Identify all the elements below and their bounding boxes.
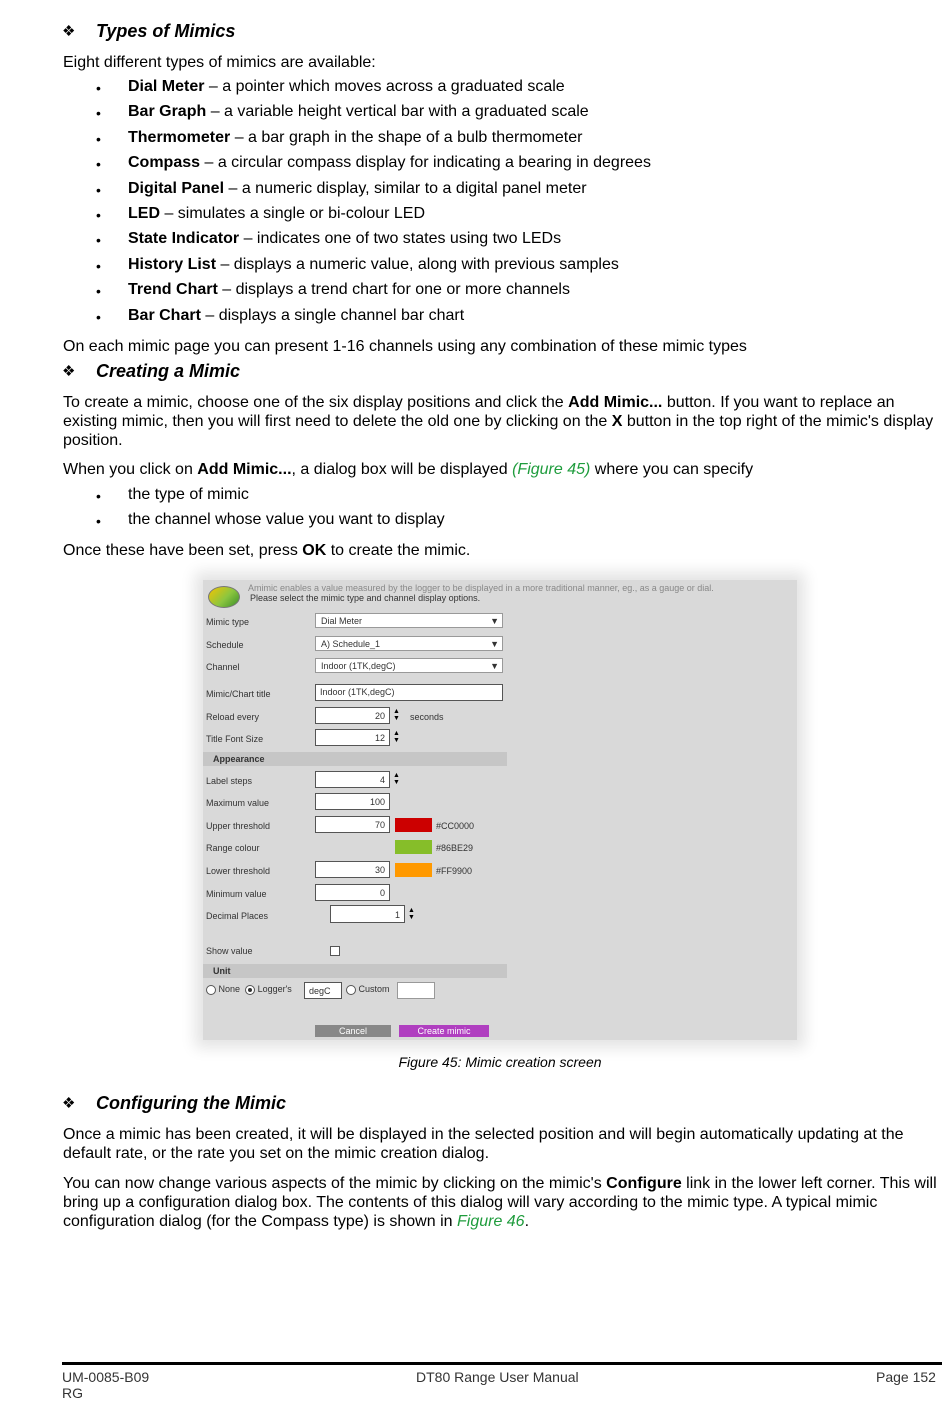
- mimic-creation-dialog-figure: [203, 580, 797, 1040]
- channel-select[interactable]: Indoor (1TK,degC) ▼: [315, 658, 503, 673]
- reload-unit: seconds: [410, 712, 444, 722]
- diamond-bullet-icon: ❖: [62, 363, 76, 380]
- upper-color-swatch[interactable]: [395, 818, 432, 832]
- appearance-section-header: Appearance: [203, 752, 507, 766]
- mimic-type-item: Digital Panel – a numeric display, similar to a digital panel meter: [128, 179, 587, 197]
- creating-paragraph-2: When you click on Add Mimic..., a dialog box will be displayed (Figure 45) where you can specify: [63, 461, 754, 478]
- unit-loggers-input[interactable]: degC: [304, 982, 342, 999]
- mimic-type-item: Compass – a circular compass display for indicating a bearing in degrees: [128, 154, 651, 172]
- bullet-icon: •: [96, 207, 101, 223]
- mimic-type-item: Thermometer – a bar graph in the shape of a bulb thermometer: [128, 128, 583, 146]
- schedule-label: Schedule: [206, 640, 244, 650]
- reload-spinner-icon[interactable]: ▲ ▼: [393, 708, 400, 722]
- decimal-spinner-icon[interactable]: ▲ ▼: [408, 907, 415, 921]
- bullet-icon: •: [96, 181, 101, 198]
- font-size-spinner-icon[interactable]: ▲ ▼: [393, 730, 400, 744]
- max-value-input[interactable]: 100: [315, 793, 390, 810]
- min-value-label: Minimum value: [206, 889, 267, 899]
- chart-title-input[interactable]: Indoor (1TK,degC): [315, 684, 503, 701]
- unit-none-radio[interactable]: [206, 985, 216, 995]
- dropdown-arrow-icon: ▼: [490, 661, 499, 671]
- footer-page-number: Page 152: [876, 1369, 936, 1385]
- configuring-paragraph-2: You can now change various aspects of the mimic by clicking on the mimic's Configure link in the lower left corner. This will bring up a configuration dialog box. The contents of this dialog will vary according to the mimic type. A typical mimic configuration dialog (for the Compass type) is shown in Figure 46.: [63, 1175, 937, 1230]
- diamond-bullet-icon: ❖: [62, 23, 76, 40]
- lower-threshold-input[interactable]: 30: [315, 861, 390, 878]
- mimic-type-item: History List – displays a numeric value, along with previous samples: [128, 255, 619, 273]
- spec-bullet-2: the channel whose value you want to display: [128, 511, 445, 528]
- unit-custom-option: [346, 984, 390, 995]
- bullet-icon: •: [96, 257, 101, 274]
- range-color-swatch[interactable]: [395, 840, 432, 854]
- range-color-hex: #86BE29: [436, 843, 474, 853]
- bullet-icon: •: [96, 232, 101, 249]
- figure-caption: Figure 45: Mimic creation screen: [398, 1054, 602, 1070]
- dropdown-arrow-icon: ▼: [490, 639, 499, 649]
- figure-46-link[interactable]: Figure 46: [456, 1213, 525, 1230]
- show-value-checkbox[interactable]: [330, 946, 340, 956]
- range-colour-label: Range colour: [206, 843, 260, 853]
- unit-custom-input[interactable]: [397, 982, 435, 999]
- section-title-types: Types of Mimics: [96, 21, 236, 41]
- upper-threshold-label: Upper threshold: [206, 821, 271, 831]
- lower-color-hex: #FF9900: [436, 866, 473, 876]
- app-logo-icon: [208, 586, 240, 608]
- reload-input[interactable]: 20: [315, 707, 390, 724]
- mimic-type-item: Trend Chart – displays a trend chart for one or more channels: [128, 281, 570, 299]
- max-value-label: Maximum value: [206, 798, 270, 808]
- section-title-creating: Creating a Mimic: [96, 361, 241, 381]
- dialog-header-line-2: Please select the mimic type and channel display options.: [250, 593, 481, 603]
- figure-45-link[interactable]: (Figure 45): [512, 461, 591, 478]
- unit-loggers-radio[interactable]: [245, 985, 255, 995]
- spec-bullet-1: the type of mimic: [128, 486, 249, 503]
- unit-none-label: None: [218, 984, 241, 994]
- footer-rev: RG: [62, 1385, 83, 1401]
- min-value-input[interactable]: 0: [315, 884, 390, 901]
- unit-options: [206, 984, 292, 995]
- mimic-type-item: State Indicator – indicates one of two states using two LEDs: [128, 230, 562, 248]
- show-value-label: Show value: [206, 946, 253, 956]
- label-steps-label: Label steps: [206, 776, 253, 786]
- bullet-icon: •: [96, 156, 101, 173]
- intro-text: Eight different types of mimics are available:: [63, 54, 376, 71]
- lower-color-swatch[interactable]: [395, 863, 432, 877]
- bullet-icon: •: [96, 488, 101, 504]
- bullet-icon: •: [96, 80, 101, 96]
- bullet-icon: •: [96, 283, 101, 300]
- create-mimic-button[interactable]: Create mimic: [399, 1025, 489, 1037]
- reload-label: Reload every: [206, 712, 260, 722]
- label-steps-spinner-icon[interactable]: ▲ ▼: [393, 772, 400, 786]
- font-size-label: Title Font Size: [206, 734, 264, 744]
- unit-section-header: Unit: [203, 964, 507, 978]
- schedule-select[interactable]: A) Schedule_1 ▼: [315, 636, 503, 651]
- mimic-type-label: Mimic type: [206, 617, 250, 627]
- mimic-type-item: Bar Graph – a variable height vertical bar with a graduated scale: [128, 103, 589, 121]
- bullet-icon: •: [96, 513, 101, 529]
- configuring-paragraph-1: Once a mimic has been created, it will be displayed in the selected position and will begin automatically updating at the default rate, or the rate you set on the mimic creation dialog.: [63, 1126, 904, 1162]
- outro-text: On each mimic page you can present 1-16 channels using any combination of these mimic types: [63, 338, 747, 355]
- footer-doc-id: UM-0085-B09: [62, 1369, 150, 1385]
- channel-label: Channel: [206, 662, 240, 672]
- cancel-button[interactable]: Cancel: [315, 1025, 391, 1037]
- creating-paragraph-1: To create a mimic, choose one of the six display positions and click the Add Mimic... button. If you want to replace an existing mimic, then you will first need to delete the old one by clicking on the X button in the top right of the mimic's display position.: [63, 394, 934, 449]
- font-size-input[interactable]: 12: [315, 729, 390, 746]
- label-steps-input[interactable]: 4: [315, 771, 390, 788]
- mimic-type-item: LED – simulates a single or bi-colour LED: [128, 205, 426, 222]
- chart-title-label: Mimic/Chart title: [206, 689, 271, 699]
- dropdown-arrow-icon: ▼: [490, 616, 499, 626]
- section-title-configuring: Configuring the Mimic: [96, 1093, 286, 1113]
- decimal-places-label: Decimal Places: [206, 911, 269, 921]
- bullet-icon: •: [96, 130, 101, 147]
- unit-loggers-label: Logger's: [257, 984, 292, 994]
- dialog-header-line-1: Amimic enables a value measured by the logger to be displayed in a more traditional manner, eg., as a gauge or dial.: [248, 583, 714, 593]
- mimic-type-select[interactable]: Dial Meter ▼: [315, 613, 503, 628]
- footer-divider: [62, 1362, 942, 1365]
- mimic-type-item: Dial Meter – a pointer which moves across a graduated scale: [128, 78, 565, 95]
- diamond-bullet-icon: ❖: [62, 1095, 76, 1112]
- lower-threshold-label: Lower threshold: [206, 866, 271, 876]
- footer-manual-title: DT80 Range User Manual: [416, 1369, 579, 1385]
- upper-color-hex: #CC0000: [436, 821, 475, 831]
- mimic-type-item: Bar Chart – displays a single channel bar chart: [128, 306, 465, 324]
- bullet-icon: •: [96, 308, 101, 325]
- bullet-icon: •: [96, 105, 101, 122]
- decimal-places-input[interactable]: 1: [330, 905, 405, 923]
- creating-paragraph-3: Once these have been set, press OK to create the mimic.: [63, 542, 471, 559]
- unit-custom-label: Custom: [358, 984, 390, 994]
- upper-threshold-input[interactable]: 70: [315, 816, 390, 833]
- unit-custom-radio[interactable]: [346, 985, 356, 995]
